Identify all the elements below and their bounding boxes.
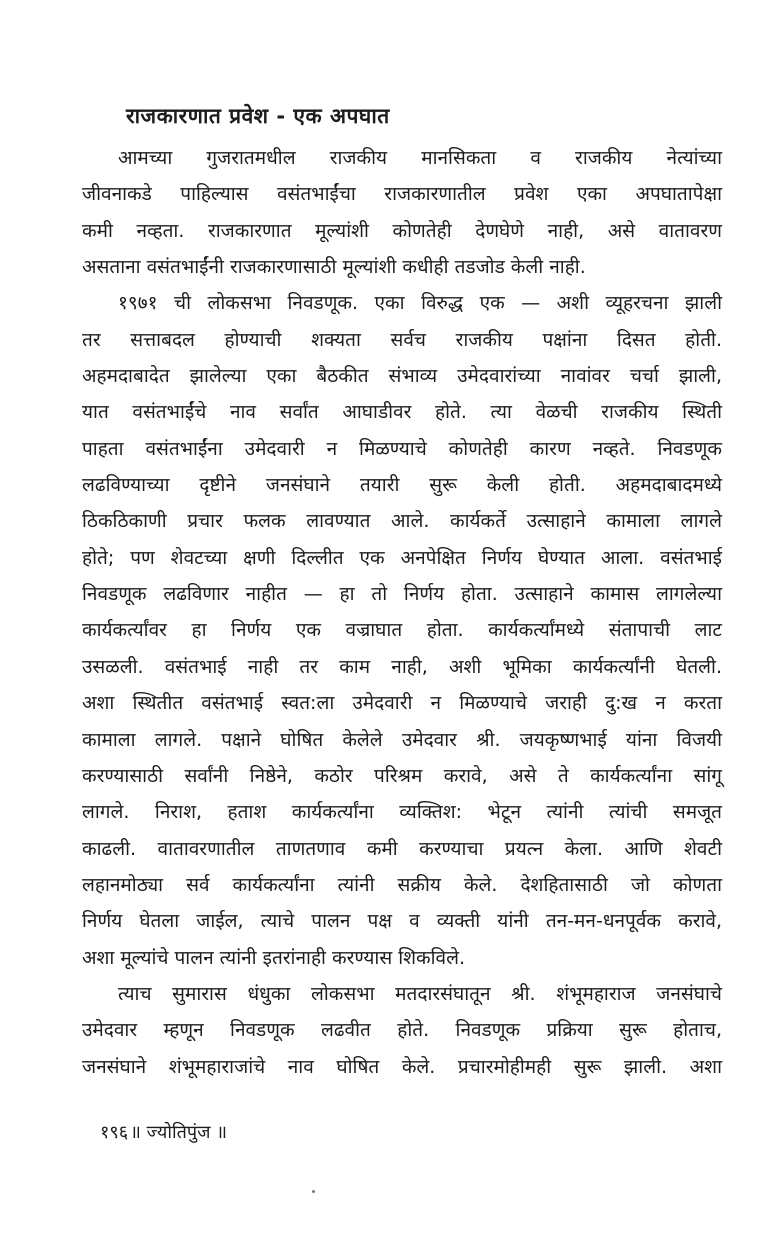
- running-title: ॥ ज्योतिपुंज ॥: [130, 1122, 228, 1143]
- text-line: १९७१ ची लोकसभा निवडणूक. एका विरुद्ध एक — अशी व्यूहरचना झाली: [118, 292, 722, 315]
- section-heading: राजकारणात प्रवेश - एक अपघात: [126, 104, 390, 128]
- text-line: निवडणूक लढविणार नाहीत — हा तो निर्णय होता. उत्साहाने कामास लागलेल्या: [82, 583, 722, 606]
- text-line: लहानमोठ्या सर्व कार्यकर्त्यांना त्यांनी सक्रीय केले. देशहितासाठी जो कोणता: [82, 873, 722, 896]
- text-line: जीवनाकडे पाहिल्यास वसंतभाईंचा राजकारणातील प्रवेश एका अपघातापेक्षा: [82, 183, 722, 206]
- body-text: [82, 140, 722, 1085]
- text-line: होते; पण शेवटच्या क्षणी दिल्लीत एक अनपेक्षित निर्णय घेण्यात आला. वसंतभाई: [82, 546, 722, 569]
- page-number: १९६: [100, 1122, 129, 1143]
- text-line: उसळली. वसंतभाई नाही तर काम नाही, अशी भूमिका कार्यकर्त्यांनी घेतली.: [82, 655, 722, 678]
- text-line: निर्णय घेतला जाईल, त्याचे पालन पक्ष व व्यक्ती यांनी तन-मन-धनपूर्वक करावे,: [82, 910, 722, 933]
- text-line: असताना वसंतभाईंनी राजकारणासाठी मूल्यांशी कधीही तडजोड केली नाही.: [82, 256, 586, 279]
- text-line: आमच्या गुजरातमधील राजकीय मानसिकता व राजकीय नेत्यांच्या: [118, 147, 722, 169]
- text-line: अहमदाबादेत झालेल्या एका बैठकीत संभाव्य उमेदवारांच्या नावांवर चर्चा झाली,: [82, 365, 722, 388]
- text-line: ठिकठिकाणी प्रचार फलक लावण्यात आले. कार्यकर्ते उत्साहाने कामाला लागले: [82, 510, 722, 533]
- print-speck: [312, 1190, 315, 1193]
- text-line: करण्यासाठी सर्वांनी निष्ठेने, कठोर परिश्रम करावे, असे ते कार्यकर्त्यांना सांगू: [82, 764, 722, 787]
- text-line: अशा मूल्यांचे पालन त्यांनी इतरांनाही करण्यास शिकविले.: [82, 946, 466, 969]
- text-line: पाहता वसंतभाईंना उमेदवारी न मिळण्याचे कोणतेही कारण नव्हते. निवडणूक: [82, 437, 722, 460]
- text-line: काढली. वातावरणातील ताणतणाव कमी करण्याचा प्रयत्न केला. आणि शेवटी: [82, 837, 722, 860]
- text-line: लढविण्याच्या दृष्टीने जनसंघाने तयारी सुरू केली होती. अहमदाबादमध्ये: [82, 474, 722, 497]
- text-line: अशा स्थितीत वसंतभाई स्वत:ला उमेदवारी न मिळण्याचे जराही दु:ख न करता: [82, 692, 722, 715]
- text-line: लागले. निराश, हताश कार्यकर्त्यांना व्यक्तिश: भेटून त्यांनी त्यांची समजूत: [82, 801, 722, 824]
- text-line: उमेदवार म्हणून निवडणूक लढवीत होते. निवडणूक प्रक्रिया सुरू होताच,: [82, 1019, 722, 1042]
- page-footer: [100, 1120, 227, 1144]
- text-line: यात वसंतभाईंचे नाव सर्वांत आघाडीवर होते. त्या वेळची राजकीय स्थिती: [82, 401, 722, 424]
- text-line: त्याच सुमारास धंधुका लोकसभा मतदारसंघातून श्री. शंभूमहाराज जनसंघाचे: [118, 982, 722, 1005]
- text-line: कमी नव्हता. राजकारणात मूल्यांशी कोणतेही देणघेणे नाही, असे वातावरण: [82, 219, 722, 242]
- text-line: कार्यकर्त्यांवर हा निर्णय एक वज्राघात होता. कार्यकर्त्यांमध्ये संतापाची लाट: [82, 619, 722, 642]
- text-line: जनसंघाने शंभूमहाराजांचे नाव घोषित केले. प्रचारमोहीमही सुरू झाली. अशा: [82, 1055, 722, 1078]
- text-line: तर सत्ताबदल होण्याची शक्यता सर्वच राजकीय पक्षांना दिसत होती.: [82, 328, 722, 351]
- text-line: कामाला लागले. पक्षाने घोषित केलेले उमेदवार श्री. जयकृष्णभाई यांना विजयी: [82, 728, 722, 751]
